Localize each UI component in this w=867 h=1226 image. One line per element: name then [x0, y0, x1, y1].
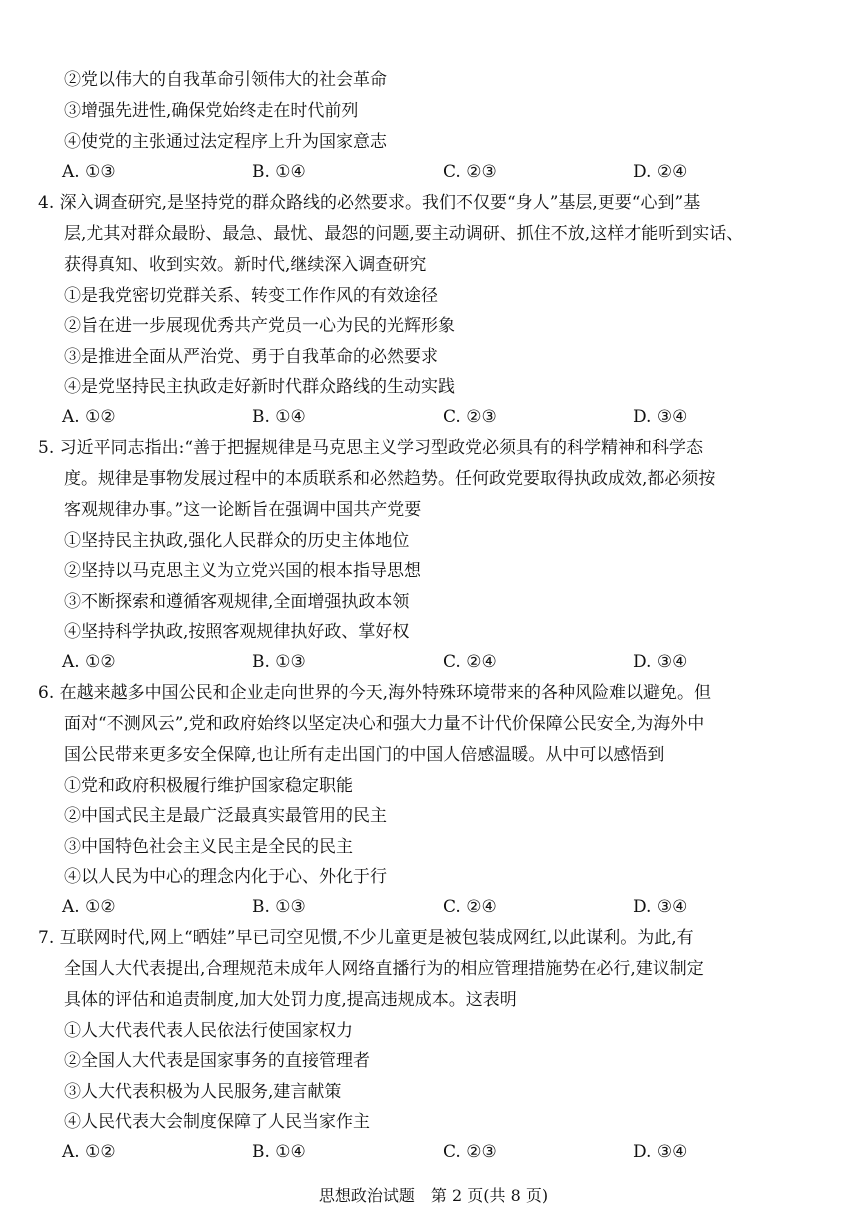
q7-options	[0, 1141, 867, 1163]
q6-item-2: ②中国式民主是最广泛最真实最管用的民主	[64, 806, 387, 826]
q4-stem-line-3: 获得真知、收到实效。新时代,继续深入调查研究	[64, 255, 427, 275]
q6-stem-line-3: 国公民带来更多安全保障,也让所有走出国门的中国人倍感温暖。从中可以感悟到	[64, 745, 665, 765]
q4-options	[0, 406, 867, 428]
page-footer: 思想政治试题 第 2 页(共 8 页)	[318, 1186, 549, 1205]
q6-stem-line-1: 6. 在越来越多中国公民和企业走向世界的今天,海外特殊环境带来的各种风险难以避免。但	[38, 683, 712, 703]
q7-item-3: ③人大代表积极为人民服务,建言献策	[64, 1082, 342, 1102]
option-b: B. ①④	[252, 162, 306, 182]
q7-stem-line-2: 全国人大代表提出,合理规范未成年人网络直播行为的相应管理措施势在必行,建议制定	[64, 959, 704, 979]
option-d: D. ③④	[633, 407, 688, 427]
option-b: B. ①④	[252, 407, 306, 427]
q4-item-1: ①是我党密切党群关系、转变工作作风的有效途径	[64, 286, 438, 306]
q3-options	[0, 161, 867, 183]
q5-stem-line-3: 客观规律办事。”这一论断旨在强调中国共产党要	[64, 500, 422, 520]
q7-stem-line-3: 具体的评估和追责制度,加大处罚力度,提高违规成本。这表明	[64, 990, 517, 1010]
q4-stem-line-2: 层,尤其对群众最盼、最急、最忧、最怨的问题,要主动调研、抓住不放,这样才能听到实话、	[64, 224, 744, 244]
option-a: A. ①②	[62, 897, 116, 917]
q4-item-3: ③是推进全面从严治党、勇于自我革命的必然要求	[64, 347, 438, 367]
option-c: C. ②④	[443, 652, 497, 672]
option-b: B. ①④	[252, 1142, 306, 1162]
option-a: A. ①③	[62, 162, 116, 182]
q5-options	[0, 651, 867, 673]
option-d: D. ③④	[633, 652, 688, 672]
option-a: A. ①②	[62, 1142, 116, 1162]
option-c: C. ②④	[443, 897, 497, 917]
q4-stem-line-1: 4. 深入调查研究,是坚持党的群众路线的必然要求。我们不仅要“身人”基层,更要“心到”基	[38, 193, 701, 213]
q5-item-1: ①坚持民主执政,强化人民群众的历史主体地位	[64, 531, 410, 551]
option-c: C. ②③	[443, 407, 497, 427]
q5-stem-line-2: 度。规律是事物发展过程中的本质联系和必然趋势。任何政党要取得执政成效,都必须按	[64, 469, 716, 489]
q4-item-4: ④是党坚持民主执政走好新时代群众路线的生动实践	[64, 377, 455, 397]
option-d: D. ③④	[633, 1142, 688, 1162]
option-c: C. ②③	[443, 162, 497, 182]
q4-item-2: ②旨在进一步展现优秀共产党员一心为民的光辉形象	[64, 316, 455, 336]
option-a: A. ①②	[62, 407, 116, 427]
q5-item-3: ③不断探索和遵循客观规律,全面增强执政本领	[64, 592, 410, 612]
option-c: C. ②③	[443, 1142, 497, 1162]
q6-options	[0, 896, 867, 918]
q5-item-4: ④坚持科学执政,按照客观规律执好政、掌好权	[64, 622, 410, 642]
q7-stem-line-1: 7. 互联网时代,网上“晒娃”早已司空见惯,不少儿童更是被包装成网红,以此谋利。为此,有	[38, 928, 694, 948]
q7-item-1: ①人大代表代表人民依法行使国家权力	[64, 1021, 353, 1041]
q3-item-4: ④使党的主张通过法定程序上升为国家意志	[64, 132, 387, 152]
q3-item-2: ②党以伟大的自我革命引领伟大的社会革命	[64, 70, 387, 90]
q7-item-2: ②全国人大代表是国家事务的直接管理者	[64, 1051, 370, 1071]
option-b: B. ①③	[252, 897, 306, 917]
option-d: D. ②④	[633, 162, 688, 182]
q6-item-4: ④以人民为中心的理念内化于心、外化于行	[64, 867, 387, 887]
option-d: D. ③④	[633, 897, 688, 917]
q6-item-3: ③中国特色社会主义民主是全民的民主	[64, 837, 353, 857]
q5-stem-line-1: 5. 习近平同志指出:“善于把握规律是马克思主义学习型政党必须具有的科学精神和科学态	[38, 438, 704, 458]
option-b: B. ①③	[252, 652, 306, 672]
q6-stem-line-2: 面对“不测风云”,党和政府始终以坚定决心和强大力量不计代价保障公民安全,为海外中	[64, 714, 705, 734]
q6-item-1: ①党和政府积极履行维护国家稳定职能	[64, 776, 353, 796]
q5-item-2: ②坚持以马克思主义为立党兴国的根本指导思想	[64, 561, 421, 581]
q7-item-4: ④人民代表大会制度保障了人民当家作主	[64, 1112, 370, 1132]
option-a: A. ①②	[62, 652, 116, 672]
q3-item-3: ③增强先进性,确保党始终走在时代前列	[64, 101, 359, 121]
